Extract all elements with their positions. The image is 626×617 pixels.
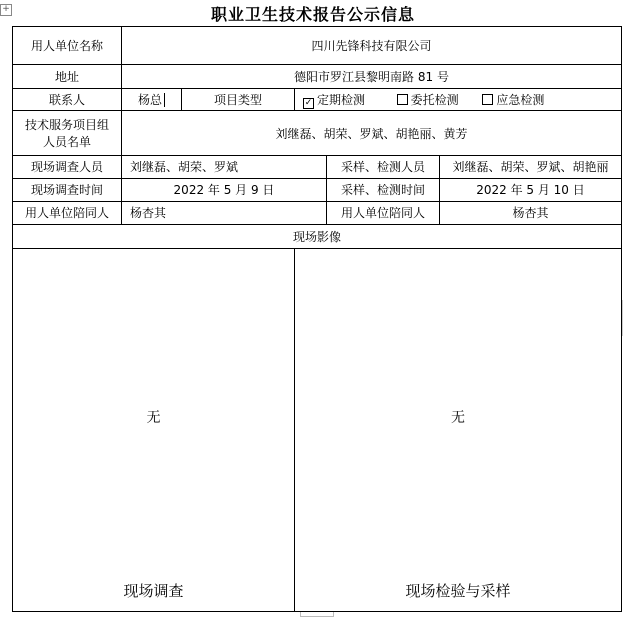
survey-time-label: 现场调查时间 [13, 178, 122, 201]
survey-staff-value: 刘继磊、胡荣、罗斌 [122, 155, 327, 178]
escort-label: 用人单位陪同人 [13, 201, 122, 224]
survey-staff-label: 现场调查人员 [13, 155, 122, 178]
survey-time-value: 2022 年 5 月 9 日 [122, 178, 327, 201]
employer-value: 四川先锋科技有限公司 [122, 27, 622, 65]
scroll-marker [622, 300, 626, 336]
escort-value-2: 杨杏其 [440, 201, 622, 224]
option-periodic-label: 定期检测 [317, 92, 366, 107]
project-type-options [295, 89, 622, 111]
escort-label-2: 用人单位陪同人 [327, 201, 440, 224]
sampling-staff-value: 刘继磊、胡荣、罗斌、胡艳丽 [440, 155, 622, 178]
disclosure-table [12, 26, 622, 612]
sampling-photo-placeholder: 无 [451, 410, 465, 427]
sampling-photo-cell [295, 249, 622, 612]
sampling-staff-label: 采样、检测人员 [327, 155, 440, 178]
checkbox-icon[interactable] [482, 94, 493, 105]
address-value: 德阳市罗江县黎明南路 81 号 [122, 65, 622, 89]
page-marker [300, 612, 334, 617]
option-entrusted[interactable] [397, 93, 459, 107]
project-type-label: 项目类型 [182, 89, 295, 111]
survey-photo-cell [13, 249, 295, 612]
table-move-handle-icon[interactable]: + [0, 4, 12, 16]
escort-value: 杨杏其 [122, 201, 327, 224]
images-header: 现场影像 [13, 224, 622, 248]
page-title: 职业卫生技术报告公示信息 [210, 5, 415, 24]
option-periodic[interactable] [303, 93, 365, 107]
contact-value-cell[interactable] [122, 89, 182, 111]
survey-photo-placeholder: 无 [146, 410, 161, 427]
address-label: 地址 [13, 65, 122, 89]
sampling-photo-caption: 现场检验与采样 [405, 582, 511, 600]
sampling-time-label: 采样、检测时间 [327, 178, 440, 201]
option-emergency-label: 应急检测 [496, 92, 545, 107]
team-value: 刘继磊、胡荣、罗斌、胡艳丽、黄芳 [122, 111, 622, 155]
option-entrusted-label: 委托检测 [410, 92, 459, 107]
checkbox-icon[interactable] [397, 94, 408, 105]
employer-label: 用人单位名称 [13, 27, 122, 65]
survey-photo-caption: 现场调查 [123, 582, 184, 600]
sampling-time-value: 2022 年 5 月 10 日 [440, 178, 622, 201]
contact-value: 杨总 [137, 93, 162, 108]
team-label: 技术服务项目组 人员名单 [13, 111, 122, 155]
option-emergency[interactable] [482, 93, 544, 107]
contact-label: 联系人 [13, 89, 122, 111]
checked-checkbox-icon[interactable]: ✓ [304, 97, 313, 108]
text-cursor [164, 93, 165, 107]
